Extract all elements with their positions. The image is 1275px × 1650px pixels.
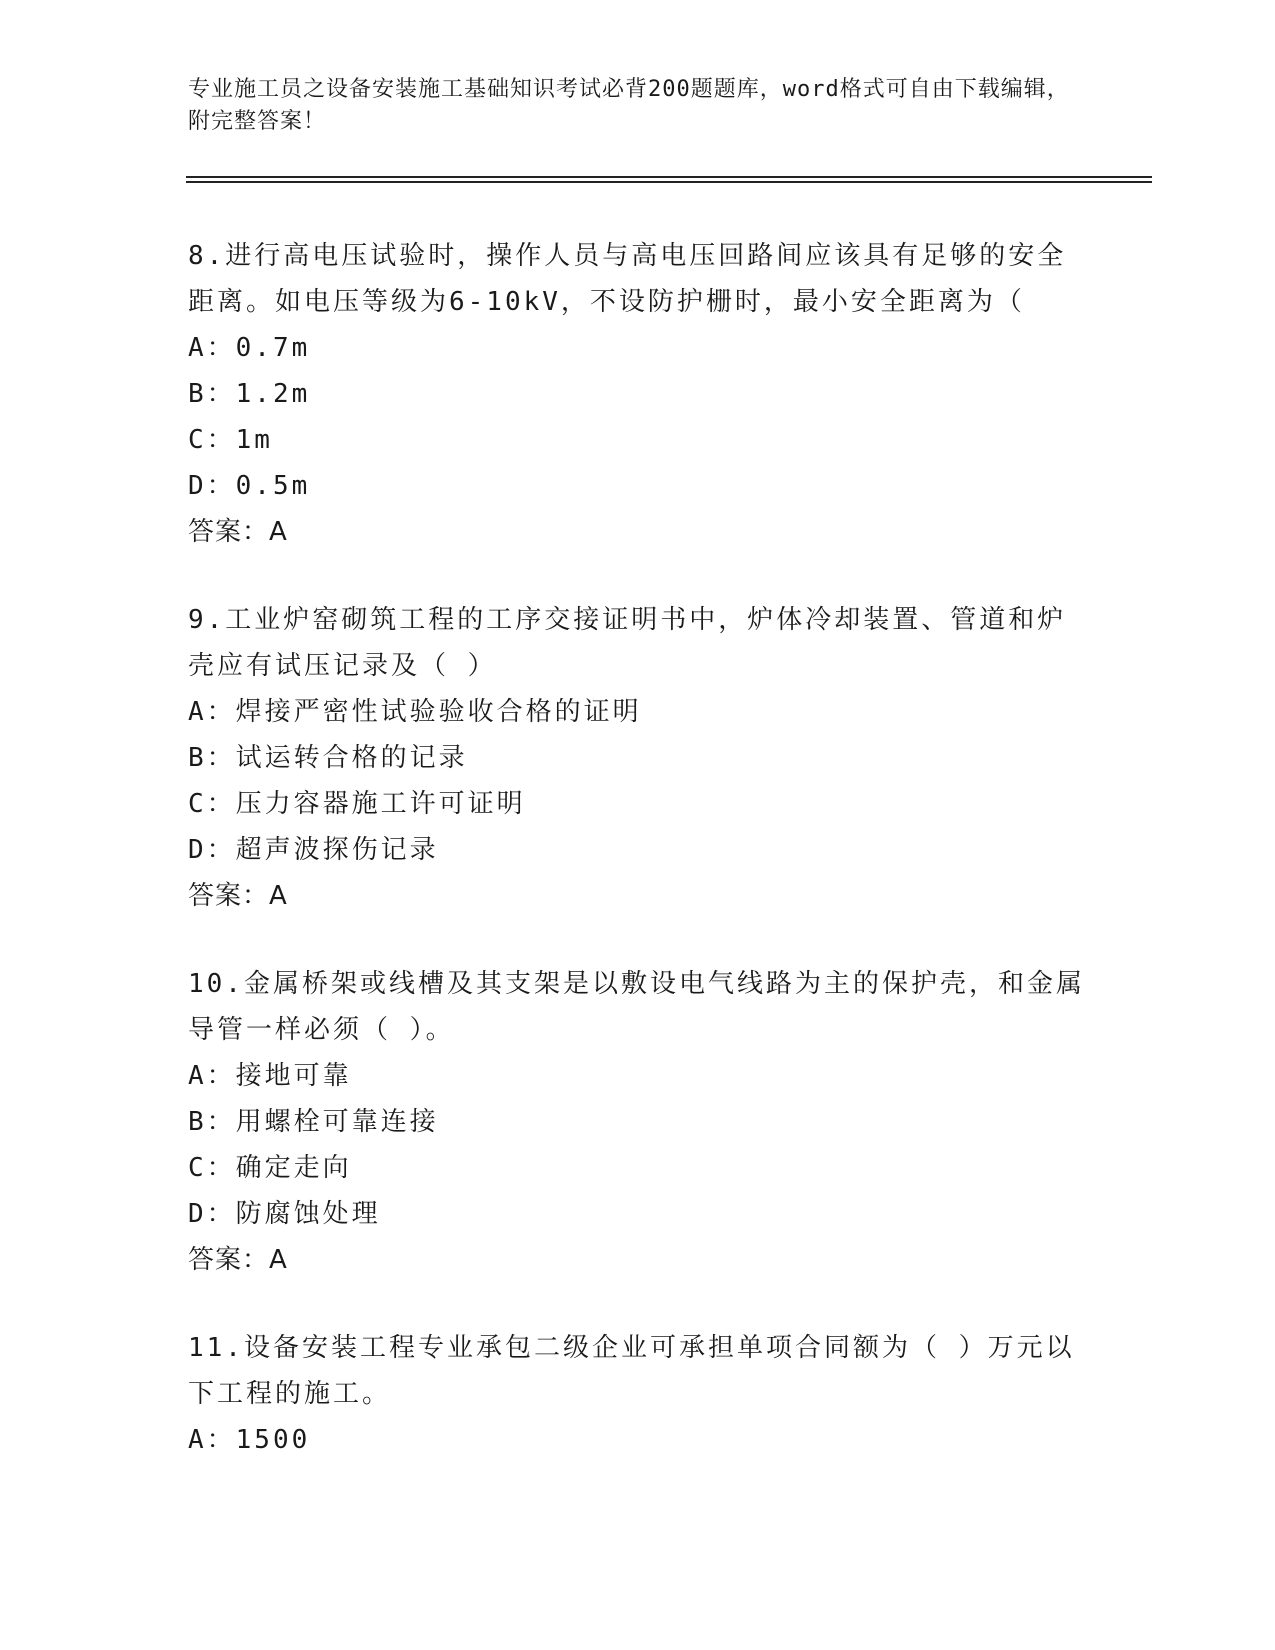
question-stem: 8.进行高电压试验时，操作人员与高电压回路间应该具有足够的安全距离。如电压等级为6-10kV，不设防护栅时，最小安全距离为（: [188, 241, 1067, 317]
option-a: A：接地可靠: [188, 1061, 352, 1091]
option-c: C：确定走向: [188, 1153, 352, 1183]
answer-line: 答案：A: [188, 1245, 288, 1275]
option-b: B：试运转合格的记录: [188, 743, 468, 773]
option-c: C：1m: [188, 425, 273, 455]
option-d: D：0.5m: [188, 471, 311, 501]
option-c: C：压力容器施工许可证明: [188, 789, 526, 819]
option-a: A：0.7m: [188, 333, 311, 363]
option-b: B：1.2m: [188, 379, 311, 409]
question-8: [188, 233, 1088, 555]
header-divider-top: [186, 176, 1152, 178]
document-title: 专业施工员之设备安装施工基础知识考试必背200题题库，word格式可自由下载编辑，附完整答案！: [188, 77, 1070, 134]
option-d: D：防腐蚀处理: [188, 1199, 381, 1229]
option-a: A：焊接严密性试验验收合格的证明: [188, 697, 642, 727]
answer-line: 答案：A: [188, 881, 288, 911]
question-stem: 11.设备安装工程专业承包二级企业可承担单项合同额为（ ）万元以下工程的施工。: [188, 1333, 1075, 1409]
answer-line: 答案：A: [188, 517, 288, 547]
header-divider-bottom: [186, 181, 1152, 183]
option-d: D：超声波探伤记录: [188, 835, 439, 865]
question-stem: 10.金属桥架或线槽及其支架是以敷设电气线路为主的保护壳，和金属导管一样必须（ ）。: [188, 969, 1085, 1045]
document-header: [188, 74, 1088, 138]
question-stem: 9.工业炉窑砌筑工程的工序交接证明书中，炉体冷却装置、管道和炉壳应有试压记录及（ ）: [188, 605, 1067, 681]
option-a: A：1500: [188, 1425, 311, 1455]
question-11: [188, 1325, 1088, 1463]
question-9: [188, 597, 1088, 919]
option-b: B：用螺栓可靠连接: [188, 1107, 439, 1137]
question-10: [188, 961, 1088, 1283]
